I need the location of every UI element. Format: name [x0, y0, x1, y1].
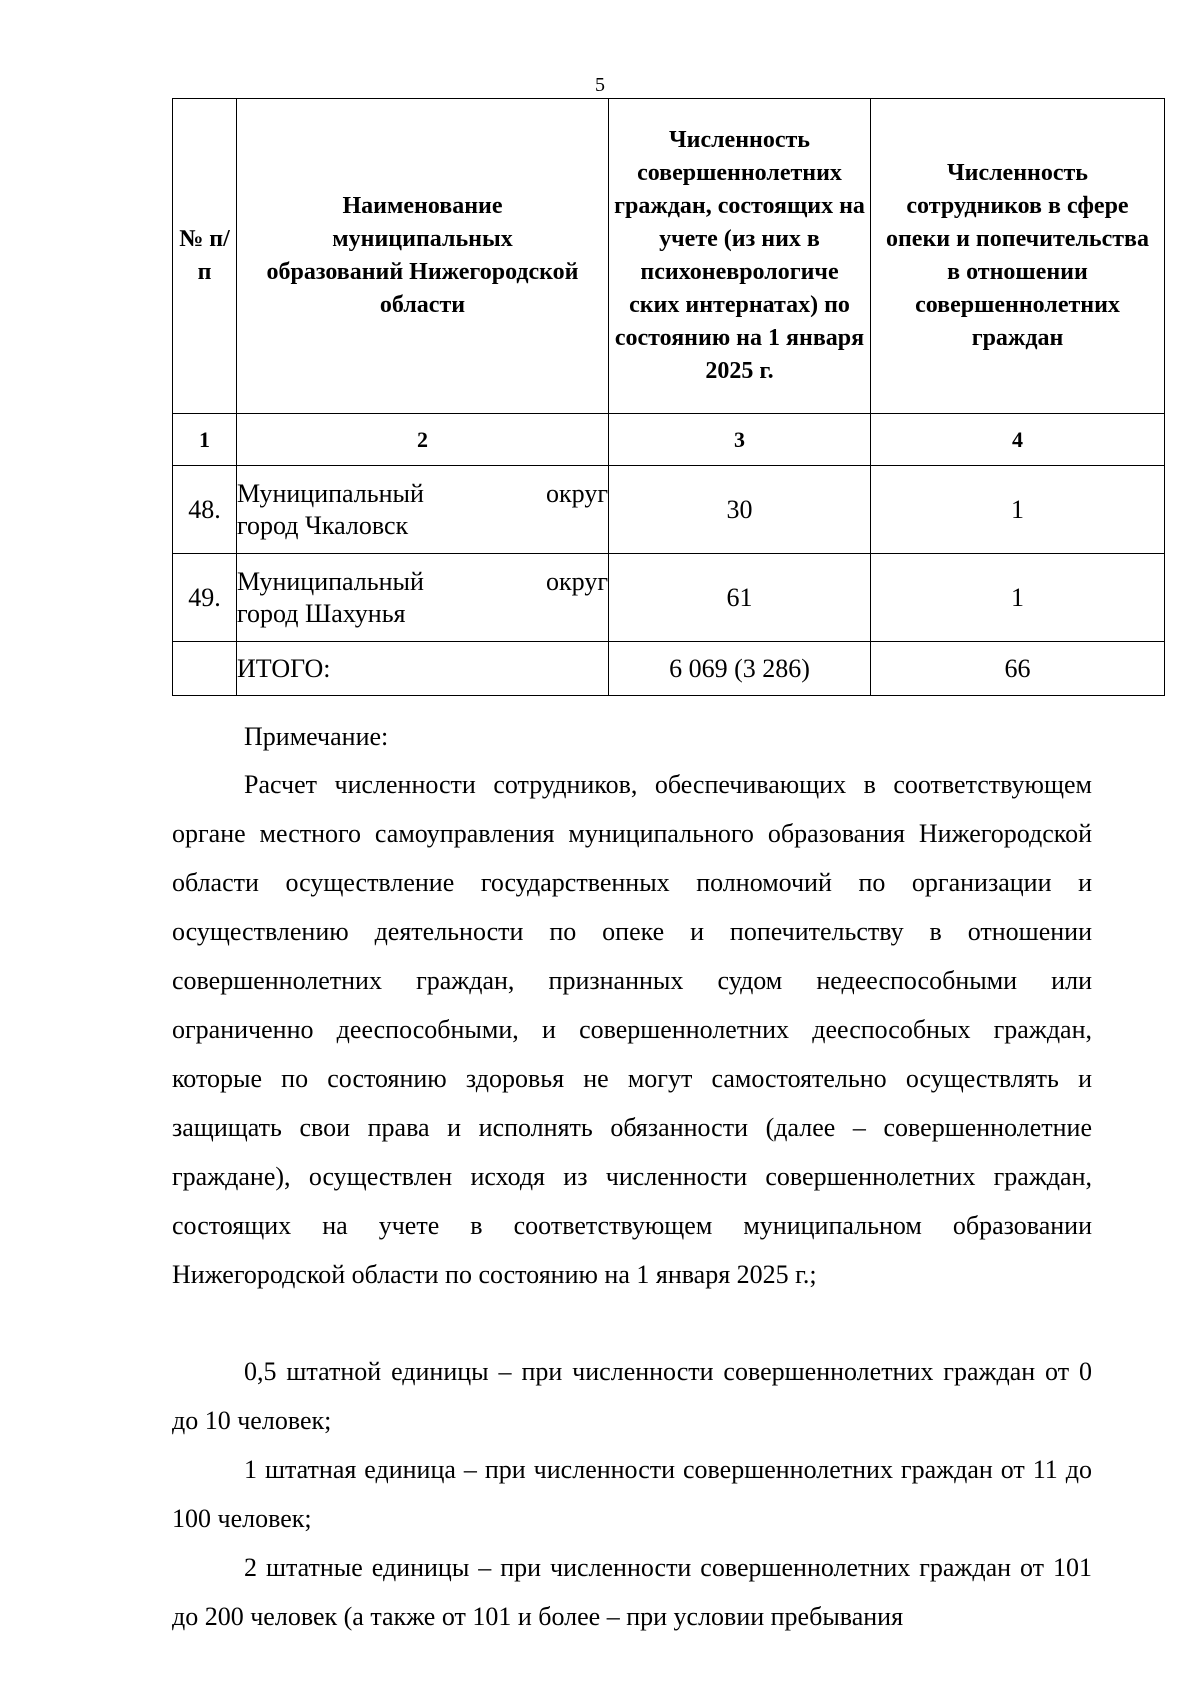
note-paragraph-calculation: Расчет численности сотрудников, обеспечивающих в соответствующем органе местного самоуправления муниципального образования Нижегородской области осуществление государственных полномочий по организации и осуществлению деятельности по опеке и попечительству в отношении совершеннолетних граждан, признанных судом недееспособными или ограниченно дееспособными, и совершеннолетних дееспособных граждан, которые по состоянию здоровья не могут самостоятельно осуществлять и защищать свои права и исполнять обязанности (далее – совершеннолетние граждане), осуществлен исходя из численности совершеннолетних граждан, состоящих на учете в соответствующем муниципальном образовании Нижегородской области по состоянию на 1 января 2025 г.; — [172, 770, 1092, 1289]
total-staff: 66 — [871, 642, 1165, 696]
note-paragraph-two-units: 2 штатные единицы – при численности совершеннолетних граждан от 101 до 200 человек (а также от 101 и более – при условии пребывания — [172, 1553, 1092, 1631]
total-row — [173, 642, 1165, 696]
municipality-name-word: округ — [546, 566, 608, 596]
column-number: 3 — [609, 414, 871, 466]
header-number: № п/п — [173, 99, 237, 414]
note-label: Примечание: — [244, 722, 389, 751]
citizens-count: 30 — [609, 466, 871, 554]
table-row — [173, 466, 1165, 554]
column-number: 4 — [871, 414, 1165, 466]
header-municipality: Наименование муниципальных образований Нижегородской области — [237, 99, 609, 414]
citizens-count: 61 — [609, 554, 871, 642]
column-number: 1 — [173, 414, 237, 466]
total-label: ИТОГО: — [237, 642, 609, 696]
table-row — [173, 554, 1165, 642]
row-number: 49. — [173, 554, 237, 642]
staff-count: 1 — [871, 554, 1165, 642]
municipality-name-word: округ — [546, 478, 608, 508]
total-empty-cell — [173, 642, 237, 696]
column-number: 2 — [237, 414, 609, 466]
municipality-name — [237, 554, 609, 642]
row-number: 48. — [173, 466, 237, 554]
note-paragraph-half-unit: 0,5 штатной единицы – при численности совершеннолетних граждан от 0 до 10 человек; — [172, 1357, 1092, 1435]
header-citizens-count: Численность совершеннолетних граждан, состоящих на учете (из них в психоневрологиче ских интернатах) по состоянию на 1 января 2025 г. — [609, 99, 871, 414]
staff-count: 1 — [871, 466, 1165, 554]
municipality-name-rest: город Чкаловск — [237, 510, 409, 540]
municipality-name-rest: город Шахунья — [237, 598, 406, 628]
table-header-row — [173, 99, 1165, 414]
page-number: 5 — [595, 74, 605, 96]
note-paragraph-one-unit: 1 штатная единица – при численности совершеннолетних граждан от 11 до 100 человек; — [172, 1455, 1092, 1533]
municipality-name — [237, 466, 609, 554]
header-staff-count: Численность сотрудников в сфере опеки и попечительства в отношении совершеннолетних граждан — [871, 99, 1165, 414]
column-number-row — [173, 414, 1165, 466]
municipality-name-word: Муниципальный — [237, 566, 424, 596]
total-citizens: 6 069 (3 286) — [609, 642, 871, 696]
staffing-table — [172, 98, 1165, 696]
municipality-name-word: Муниципальный — [237, 478, 424, 508]
